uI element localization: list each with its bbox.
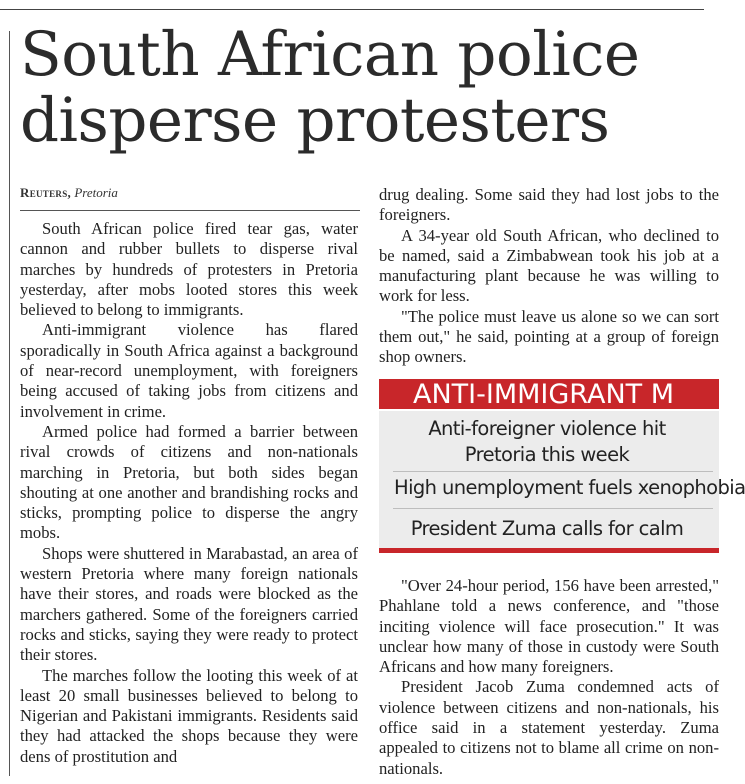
factbox: [379, 411, 745, 548]
paragraph: A 34-year old South African, who declined to be named, said a Zimbabwean took his job at a manufacturing plant because he was willing to work for less.: [379, 225, 719, 306]
paragraph: drug dealing. Some said they had lost jobs to the foreigners.: [379, 185, 719, 225]
paragraph: President Jacob Zuma condemned acts of violence between citizens and non-nationals, his office said in a statement yesterday. Zuma appealed to citizens not to blame all crime on non-nationals.: [379, 677, 719, 778]
paragraph: Shops were shuttered in Marabastad, an area of western Pretoria where many foreign nationals have their stores, and roads were blocked as the marchers gathered. Some of the foreigners carried rocks and sticks, saying they were ready to protect their stores.: [20, 543, 358, 665]
article-column-1: [20, 219, 358, 767]
factbox-divider: [393, 508, 713, 509]
factbox-bottom-bar: [379, 548, 719, 553]
left-column-rule: [9, 31, 10, 776]
paragraph: The marches follow the looting this week of at least 20 small businesses believed to belong to Nigerian and Pakistani immigrants. Residents said they had attacked the shops because they were dens of prostitution and: [20, 665, 358, 766]
byline-rule: [20, 210, 360, 211]
article-column-2-top: [379, 185, 719, 368]
article-column-2-bottom: [379, 576, 719, 779]
headline: South African police disperse protesters: [20, 19, 640, 156]
factbox-item: High unemployment fuels xenophobia: [394, 476, 745, 499]
paragraph: Anti-immigrant violence has flared sporadically in South Africa against a background of near-record unemployment, with foreigners being accused of taking jobs from citizens and involvement in crime.: [20, 320, 358, 421]
byline-location: Pretoria: [74, 185, 118, 200]
factbox-title: ANTI-IMMIGRANT M: [379, 379, 719, 409]
top-rule: [0, 9, 704, 10]
byline-agency: Reuters,: [20, 185, 72, 200]
factbox-item: Anti-foreigner violence hit: [428, 417, 666, 440]
factbox-divider: [393, 471, 713, 472]
byline: [20, 185, 360, 201]
paragraph: South African police fired tear gas, water cannon and rubber bullets to disperse rival marches by hundreds of protesters in Pretoria yesterday, after mobs looted stores this week believed to belong to immigrants.: [20, 219, 358, 320]
paragraph: "Over 24-hour period, 156 have been arrested," Phahlane told a news conference, and "those inciting violence will face prosecution." It was unclear how many of those in custody were South Africans and how many foreigners.: [379, 576, 719, 677]
factbox-item: Pretoria this week: [464, 443, 630, 466]
factbox-item: President Zuma calls for calm: [410, 517, 684, 540]
paragraph: "The police must leave us alone so we can sort them out," he said, pointing at a group of foreign shop owners.: [379, 306, 719, 367]
paragraph: Armed police had formed a barrier between rival crowds of citizens and non-nationals marching in Pretoria, but both sides began shouting at one another and brandishing rocks and sticks, prompting police to disperse the angry mobs.: [20, 421, 358, 543]
